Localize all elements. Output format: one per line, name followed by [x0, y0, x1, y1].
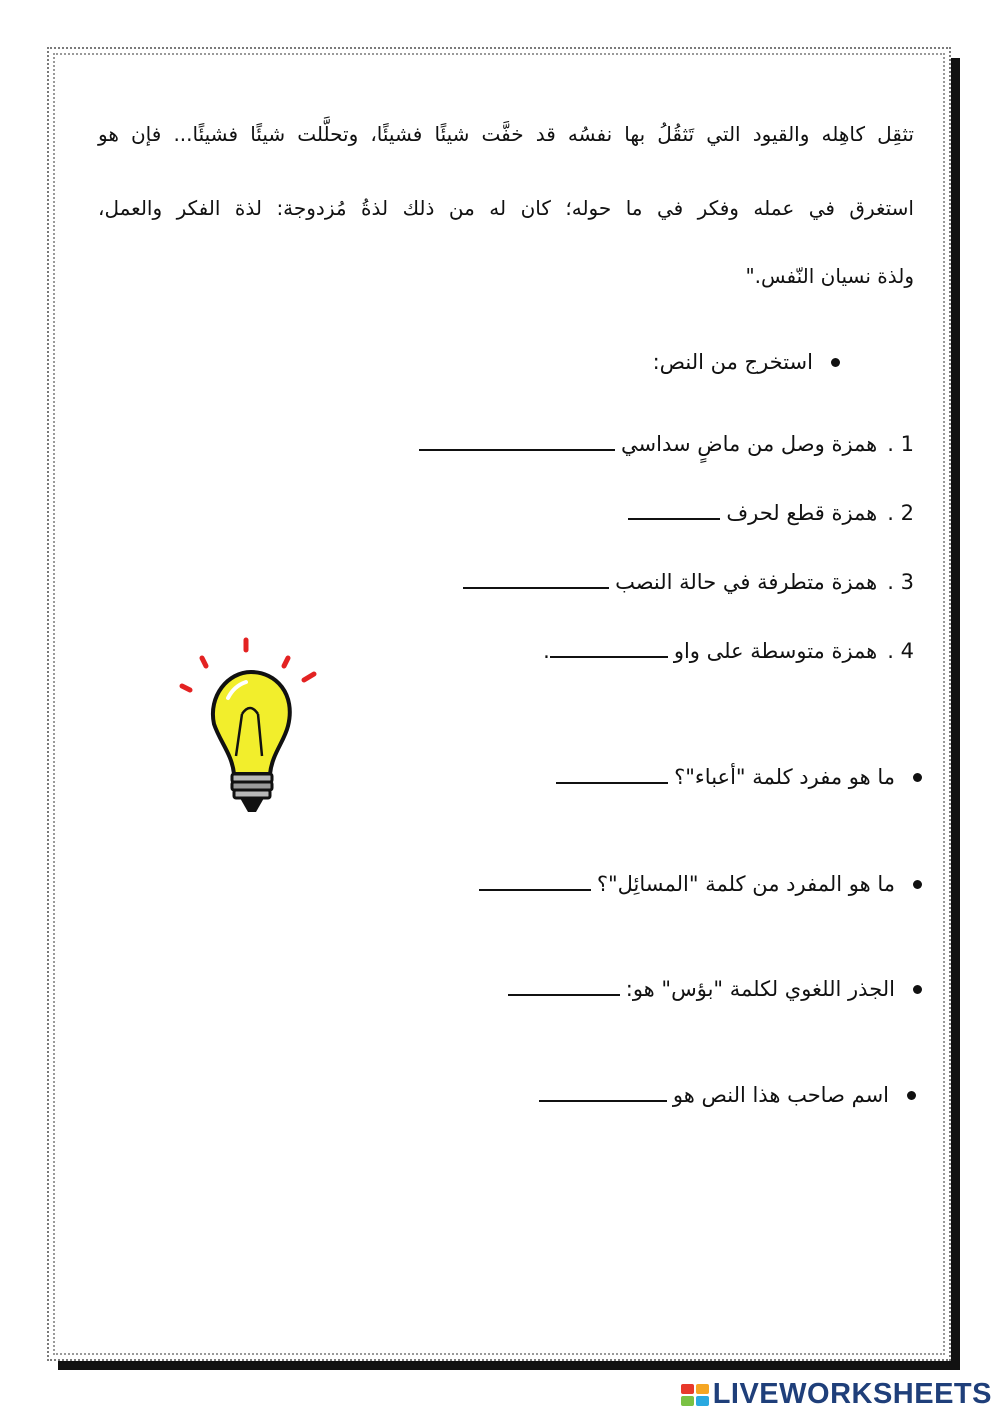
extract-item-4	[543, 639, 914, 663]
item-text: همزة وصل من ماضٍ سداسي	[621, 432, 878, 456]
extract-item-3	[463, 570, 914, 594]
question-row-4	[539, 1083, 916, 1107]
lightbulb-icon	[176, 636, 326, 826]
item-text: همزة متوسطة على واو	[673, 639, 878, 663]
answer-blank-5[interactable]	[556, 768, 668, 784]
bullet-icon	[913, 773, 922, 782]
extract-item-1	[419, 432, 914, 456]
item-text: همزة متطرفة في حالة النصب	[615, 570, 878, 594]
extract-item-2	[628, 501, 914, 525]
question-text: الجذر اللغوي لكلمة "بؤس" هو:	[625, 977, 895, 1001]
question-row-2	[479, 872, 922, 896]
answer-blank-4[interactable]	[550, 642, 668, 658]
answer-blank-3[interactable]	[463, 573, 609, 589]
answer-blank-6[interactable]	[479, 875, 591, 891]
extract-heading: استخرج من النص:	[652, 350, 813, 374]
item-text: همزة قطع لحرف	[726, 501, 878, 525]
item-suffix: .	[543, 639, 550, 663]
item-number: 2 .	[887, 501, 914, 525]
passage-line-2: استغرق في عمله وفكر في ما حوله؛ كان له من ذلك لذةُ مُزدوجة: لذة الفكر والعمل،	[98, 196, 914, 220]
question-text: اسم صاحب هذا النص هو	[672, 1083, 889, 1107]
bullet-icon	[831, 358, 840, 367]
answer-blank-1[interactable]	[419, 435, 615, 451]
liveworksheets-footer[interactable]	[681, 1378, 992, 1411]
bullet-icon	[907, 1091, 916, 1100]
item-number: 1 .	[887, 432, 914, 456]
item-number: 4 .	[887, 639, 914, 663]
bulb-glass	[213, 672, 290, 774]
liveworksheets-logo-icon	[681, 1384, 709, 1406]
extract-heading-row	[653, 350, 840, 374]
brand-name: LIVEWORKSHEETS	[712, 1378, 992, 1410]
passage-line-3: ولذة نسيان النّفس."	[745, 264, 914, 288]
bullet-icon	[913, 880, 922, 889]
item-number: 3 .	[887, 570, 914, 594]
question-row-1	[556, 765, 922, 789]
answer-blank-2[interactable]	[628, 504, 720, 520]
question-text: ما هو مفرد كلمة "أعباء"؟	[674, 765, 895, 789]
answer-blank-7[interactable]	[508, 980, 620, 996]
question-row-3	[508, 977, 922, 1001]
answer-blank-8[interactable]	[539, 1086, 667, 1102]
bulb-base	[240, 798, 264, 812]
question-text: ما هو المفرد من كلمة "المسائِل"؟	[596, 872, 895, 896]
bullet-icon	[913, 985, 922, 994]
passage-line-1: تثقِل كاهِله والقيود التي تَثقُلُ بها نفسُه قد خفَّت شيئًا فشيئًا، وتحلَّلت شيئًا فشيئًا... فإن هو	[98, 122, 914, 146]
